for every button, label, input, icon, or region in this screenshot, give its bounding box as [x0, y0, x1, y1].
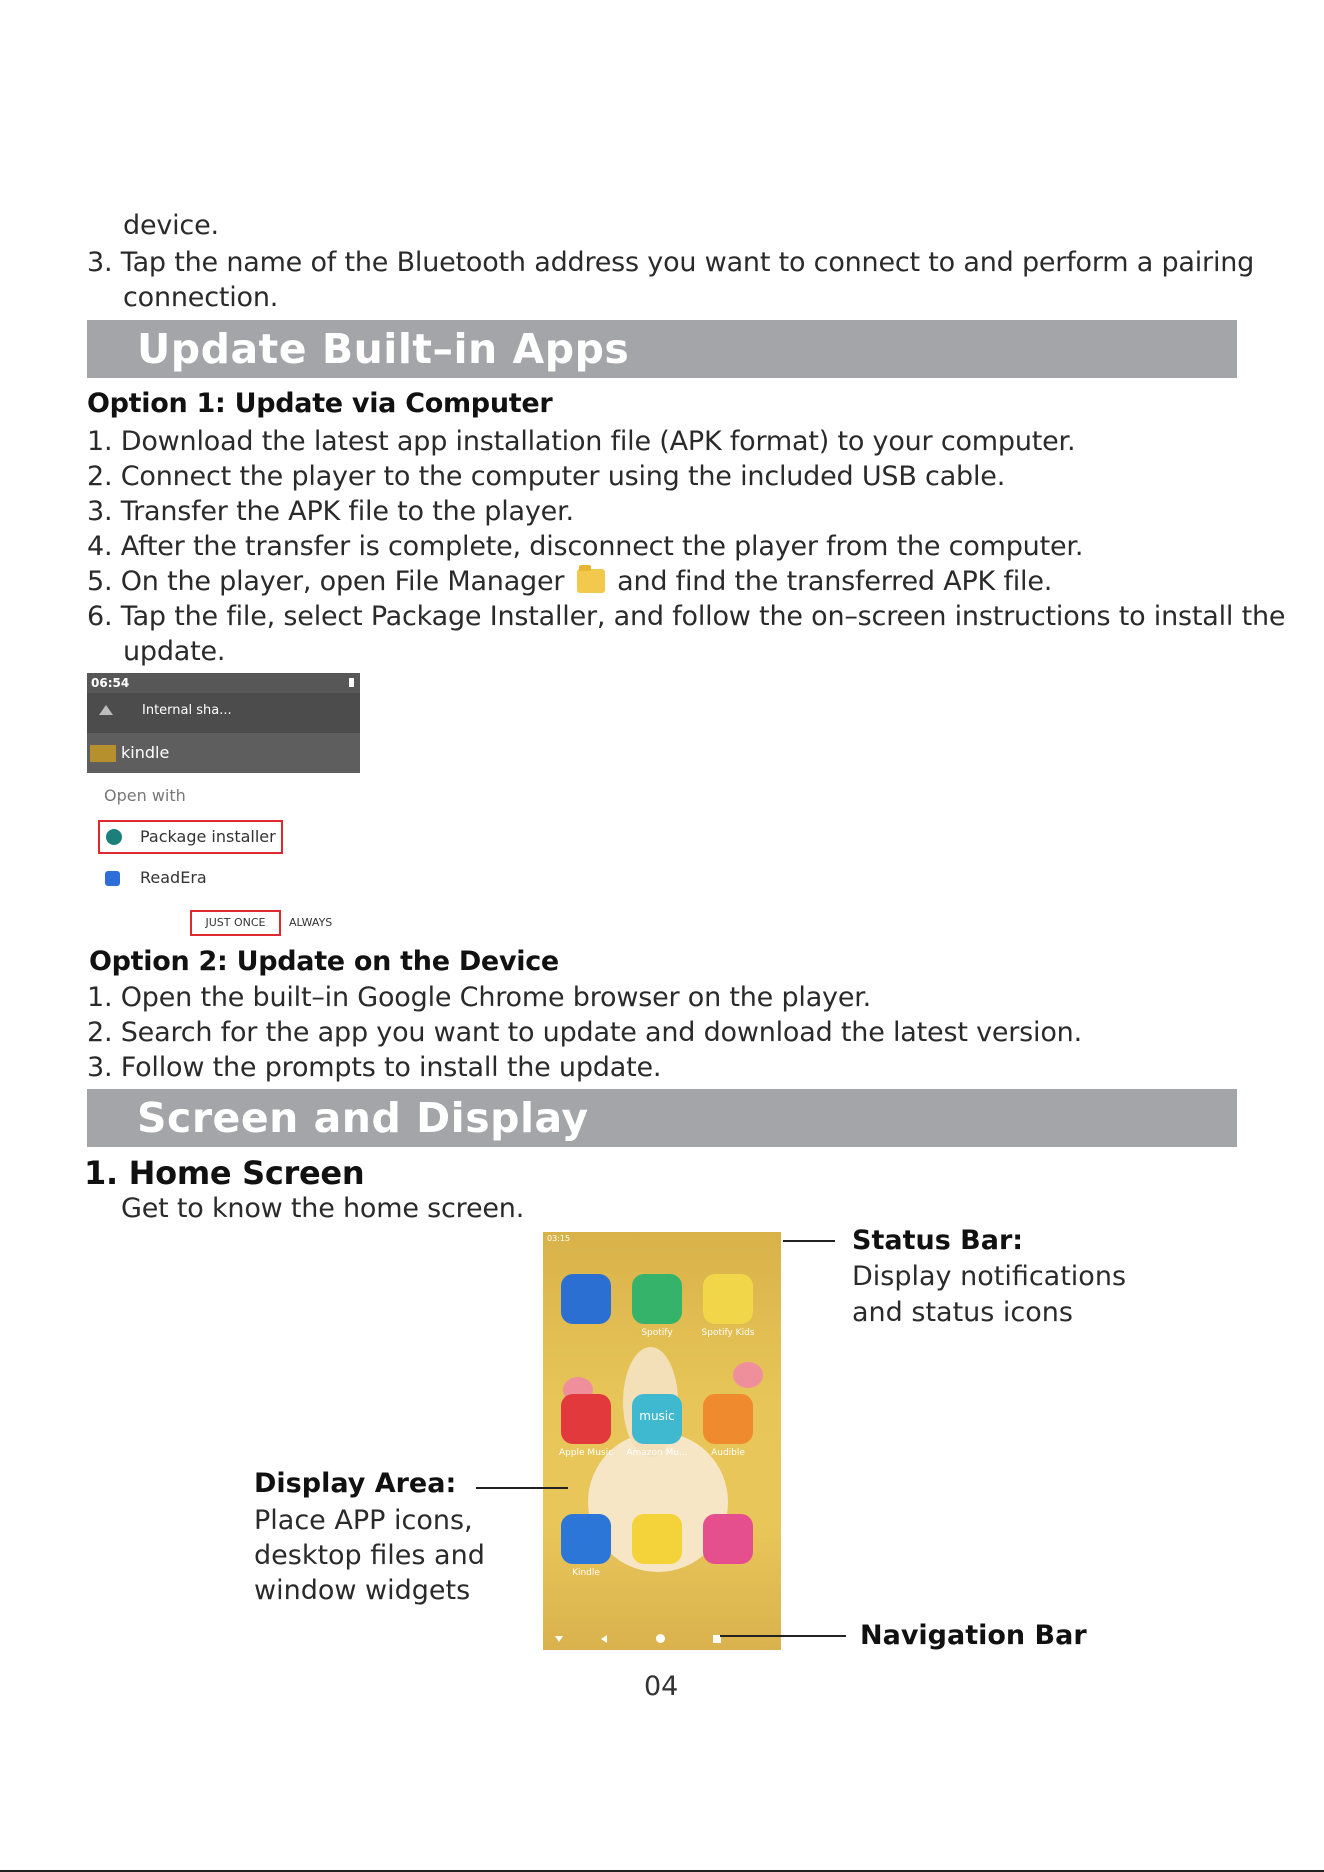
file-manager-icon [577, 569, 605, 593]
option2-heading: Option 2: Update on the Device [89, 946, 559, 977]
section-header-screen [87, 1089, 1237, 1147]
section-header-update [87, 320, 1237, 378]
music-tile-text: music [639, 1409, 675, 1423]
kindle-icon [561, 1514, 611, 1564]
home-screen-heading: 1. Home Screen [84, 1154, 365, 1192]
spotify-icon [632, 1274, 682, 1324]
display-area-callout-line [476, 1487, 568, 1489]
always-button: ALWAYS [289, 916, 333, 929]
display-area-desc: desktop files and [254, 1540, 485, 1571]
status-bar-desc: and status icons [852, 1297, 1073, 1328]
option-label: Package installer [140, 827, 276, 846]
step-line: 3. Transfer the APK file to the player. [87, 496, 574, 527]
package-installer-option [98, 820, 283, 854]
page-number: 04 [644, 1671, 679, 1702]
folder-icon [90, 745, 116, 762]
home-icon [99, 705, 113, 715]
step5-suffix: and find the transferred APK file. [617, 566, 1053, 597]
spotify-kids-icon [703, 1274, 753, 1324]
just-once-button: JUST ONCE [190, 910, 281, 936]
app-label: Apple Music [558, 1448, 614, 1458]
audible-icon [703, 1394, 753, 1444]
display-area-desc: Place APP icons, [254, 1505, 473, 1536]
step-line: 6. Tap the file, select Package Installer, and follow the on–screen instructions to install the [87, 601, 1286, 632]
option1-heading: Option 1: Update via Computer [87, 388, 553, 419]
home-icon [656, 1634, 665, 1643]
home-screen-text: Get to know the home screen. [121, 1193, 525, 1224]
intro-step-3: 3. Tap the name of the Bluetooth address you want to connect to and perform a pairing [87, 247, 1255, 278]
app-label: Amazon Mu... [626, 1448, 688, 1458]
status-bar-desc: Display notifications [852, 1261, 1127, 1292]
section-title: Update Built–in Apps [137, 325, 630, 373]
battery-icon [349, 678, 354, 687]
intro-line: connection. [123, 282, 279, 313]
readera-icon [105, 871, 120, 886]
heart-icon [733, 1362, 763, 1388]
step-line: 2. Search for the app you want to update and download the latest version. [87, 1017, 1082, 1048]
status-time: 06:54 [91, 676, 130, 690]
step-line: 4. After the transfer is complete, disconnect the player from the computer. [87, 531, 1084, 562]
status-bar-title: Status Bar: [852, 1225, 1024, 1256]
navigation-bar-callout-line [720, 1635, 846, 1637]
back-icon [601, 1635, 607, 1643]
display-area-desc: window widgets [254, 1575, 471, 1606]
breadcrumb-label: Internal sha... [142, 703, 232, 718]
folder-row [87, 733, 360, 773]
step-line-5 [87, 564, 1052, 599]
step-line: 3. Follow the prompts to install the update. [87, 1052, 662, 1083]
video-app-icon [632, 1514, 682, 1564]
status-bar-callout-line [783, 1240, 835, 1242]
folder-name: kindle [121, 743, 170, 762]
navigation-bar-title: Navigation Bar [860, 1620, 1087, 1651]
breadcrumb [87, 693, 360, 733]
settings-icon [703, 1514, 753, 1564]
open-with-label: Open with [104, 786, 186, 805]
step-line: 1. Open the built–in Google Chrome browser on the player. [87, 982, 872, 1013]
app-label: Audible [711, 1448, 745, 1458]
display-area-title: Display Area: [254, 1468, 457, 1499]
home-screen-image [543, 1232, 781, 1650]
intro-line: device. [123, 210, 219, 241]
down-icon [555, 1636, 563, 1642]
music-app-icon [561, 1274, 611, 1324]
step-line: 2. Connect the player to the computer using the included USB cable. [87, 461, 1006, 492]
step-line: update. [123, 636, 226, 667]
app-label: Spotify [641, 1328, 673, 1338]
app-label: Kindle [572, 1568, 600, 1578]
status-bar-time: 03:15 [547, 1234, 571, 1243]
section-title: Screen and Display [137, 1094, 589, 1142]
apple-music-icon [561, 1394, 611, 1444]
file-browser-header [87, 673, 360, 773]
package-installer-icon [106, 829, 122, 845]
navigation-bar [543, 1630, 781, 1650]
option-label: ReadEra [140, 868, 207, 887]
step5-prefix: 5. On the player, open File Manager [87, 566, 565, 597]
amazon-music-icon [632, 1394, 682, 1444]
open-with-screenshot [87, 673, 360, 938]
app-label: Spotify Kids [701, 1328, 755, 1338]
step-line: 1. Download the latest app installation file (APK format) to your computer. [87, 426, 1076, 457]
